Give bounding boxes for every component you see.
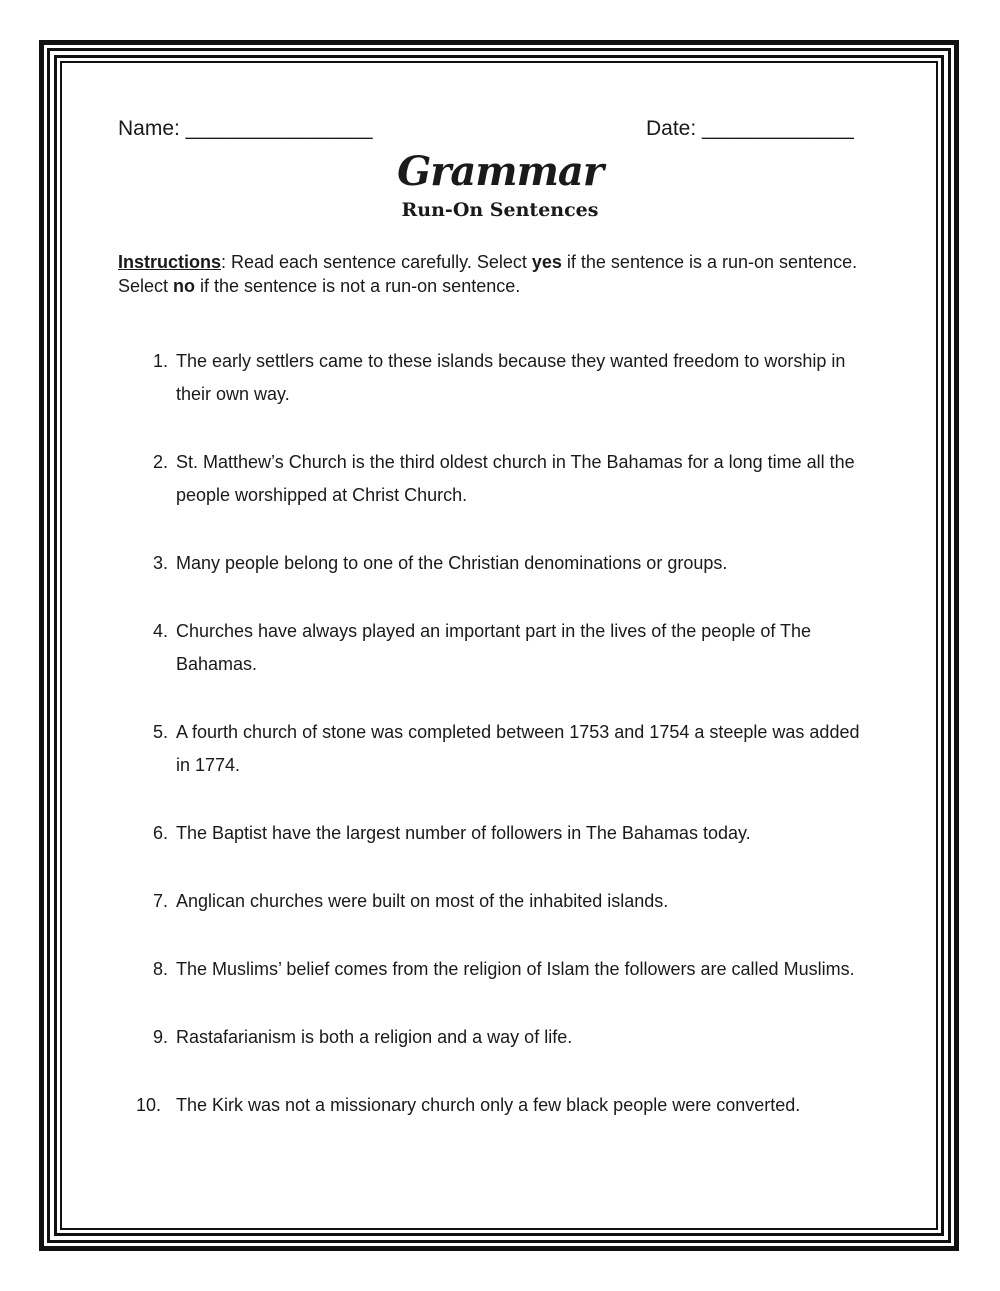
question-item — [138, 446, 878, 512]
question-text: The Baptist have the largest number of followers in The Bahamas today. — [176, 823, 751, 843]
question-number: 1. — [152, 351, 168, 371]
question-item — [138, 1021, 878, 1054]
instructions — [118, 250, 858, 298]
question-text: A fourth church of stone was completed between 1753 and 1754 a steeple was added in 1774. — [176, 722, 860, 775]
question-number: 5. — [152, 722, 168, 742]
question-item — [138, 345, 878, 411]
question-text: Rastafarianism is both a religion and a way of life. — [176, 1027, 573, 1047]
question-number: 4. — [152, 621, 168, 641]
page-subtitle: Run-On Sentences — [401, 199, 599, 221]
question-item — [138, 885, 878, 918]
question-text: The Kirk was not a missionary church only a few black people were converted. — [176, 1095, 801, 1115]
instructions-label: Instructions — [118, 252, 222, 272]
question-text: The Muslims’ belief comes from the religion of Islam the followers are called Muslims. — [176, 959, 855, 979]
question-item — [138, 716, 878, 782]
question-text: The early settlers came to these islands because they wanted freedom to worship in their own way. — [176, 351, 846, 404]
instructions-yes: yes — [531, 252, 562, 272]
question-item — [138, 615, 878, 681]
question-item — [138, 1089, 878, 1122]
question-text: Churches have always played an important part in the lives of the people of The Bahamas. — [176, 621, 812, 674]
question-text: Many people belong to one of the Christian denominations or groups. — [176, 553, 728, 573]
question-number: 8. — [152, 959, 168, 979]
question-item — [138, 547, 878, 580]
question-number: 2. — [152, 452, 168, 472]
instructions-text-3: if the sentence is not a run-on sentence. — [195, 276, 521, 296]
question-item — [138, 817, 878, 850]
question-text: Anglican churches were built on most of the inhabited islands. — [176, 891, 669, 911]
question-number: 9. — [152, 1027, 168, 1047]
instructions-text-1: : Read each sentence carefully. Select — [221, 252, 532, 272]
instructions-no: no — [173, 276, 196, 296]
date-field: Date: _____________ — [646, 117, 854, 140]
instructions-text-2: if the sentence is a run-on sentence. Select — [118, 252, 858, 296]
question-number: 3. — [152, 553, 168, 573]
question-number: 10. — [136, 1095, 162, 1115]
question-item — [138, 953, 878, 986]
name-field: Name: ________________ — [118, 117, 373, 140]
question-number: 7. — [152, 891, 168, 911]
question-number: 6. — [152, 823, 168, 843]
question-text: St. Matthew’s Church is the third oldest church in The Bahamas for a long time all the people worshipped at Christ Church. — [176, 452, 855, 505]
question-list — [138, 345, 878, 1157]
page-title: Grammar — [397, 148, 603, 195]
